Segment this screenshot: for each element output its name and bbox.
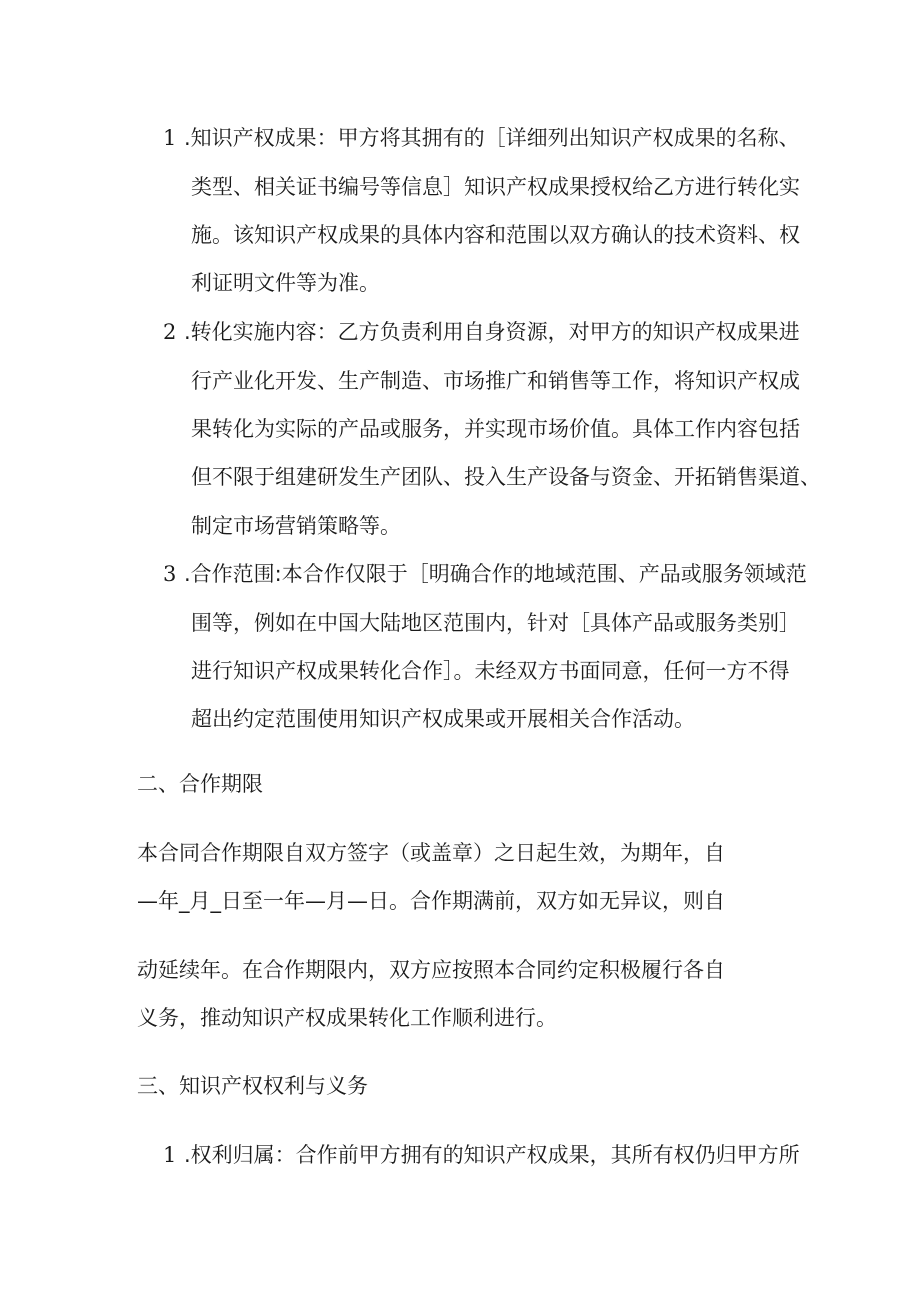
- item-3-line-2: 围等，例如在中国大陆地区范围内，针对［具体产品或服务类别］: [191, 611, 800, 635]
- item-3-number: 3: [163, 562, 177, 586]
- item-1-line-2: 类型、相关证书编号等信息］知识产权成果授权给乙方进行转化实: [191, 175, 800, 199]
- item-2-line-3: 果转化为实际的产品或服务，并实现市场价值。具体工作内容包括: [191, 417, 800, 441]
- item-2-line-4: 但不限于组建研发生产团队、投入生产设备与资金、开拓销售渠道、: [191, 465, 821, 489]
- section-2-line-4: 义务，推动知识产权成果转化工作顺利进行。: [137, 1006, 557, 1030]
- item-1-line-1: .知识产权成果：甲方将其拥有的［详细列出知识产权成果的名称、: [184, 126, 800, 150]
- section-2-line-3: 动延续年。在合作期限内，双方应按照本合同约定积极履行各自: [137, 958, 725, 982]
- section-3-item-1-line-1: .权利归属：合作前甲方拥有的知识产权成果，其所有权仍归甲方所: [184, 1143, 800, 1167]
- section-3-item-1-number: 1: [163, 1143, 177, 1167]
- item-1-number: 1: [163, 126, 177, 150]
- item-2-line-5: 制定市场营销策略等。: [191, 514, 401, 538]
- section-3-heading: 三、知识产权权利与义务: [137, 1074, 368, 1098]
- item-2-line-1: .转化实施内容：乙方负责利用自身资源，对甲方的知识产权成果进: [184, 320, 800, 344]
- item-3-line-1: .合作范围:本合作仅限于［明确合作的地域范围、产品或服务领域范: [184, 562, 807, 586]
- item-1-line-3: 施。该知识产权成果的具体内容和范围以双方确认的技术资料、权: [191, 223, 800, 247]
- item-2-number: 2: [163, 320, 177, 344]
- section-2-heading: 二、合作期限: [137, 772, 263, 796]
- item-1-line-4: 利证明文件等为准。: [191, 271, 380, 295]
- section-2-line-1: 本合同合作期限自双方签字（或盖章）之日起生效，为期年，自: [137, 841, 725, 865]
- section-2-line-2: —年_月_日至一年—月—日。合作期满前，双方如无异议，则自: [137, 889, 725, 913]
- item-3-line-4: 超出约定范围使用知识产权成果或开展相关合作活动。: [191, 707, 695, 731]
- item-3-line-3: 进行知识产权成果转化合作］。未经双方书面同意，任何一方不得: [191, 659, 790, 683]
- item-2-line-2: 行产业化开发、生产制造、市场推广和销售等工作，将知识产权成: [191, 369, 800, 393]
